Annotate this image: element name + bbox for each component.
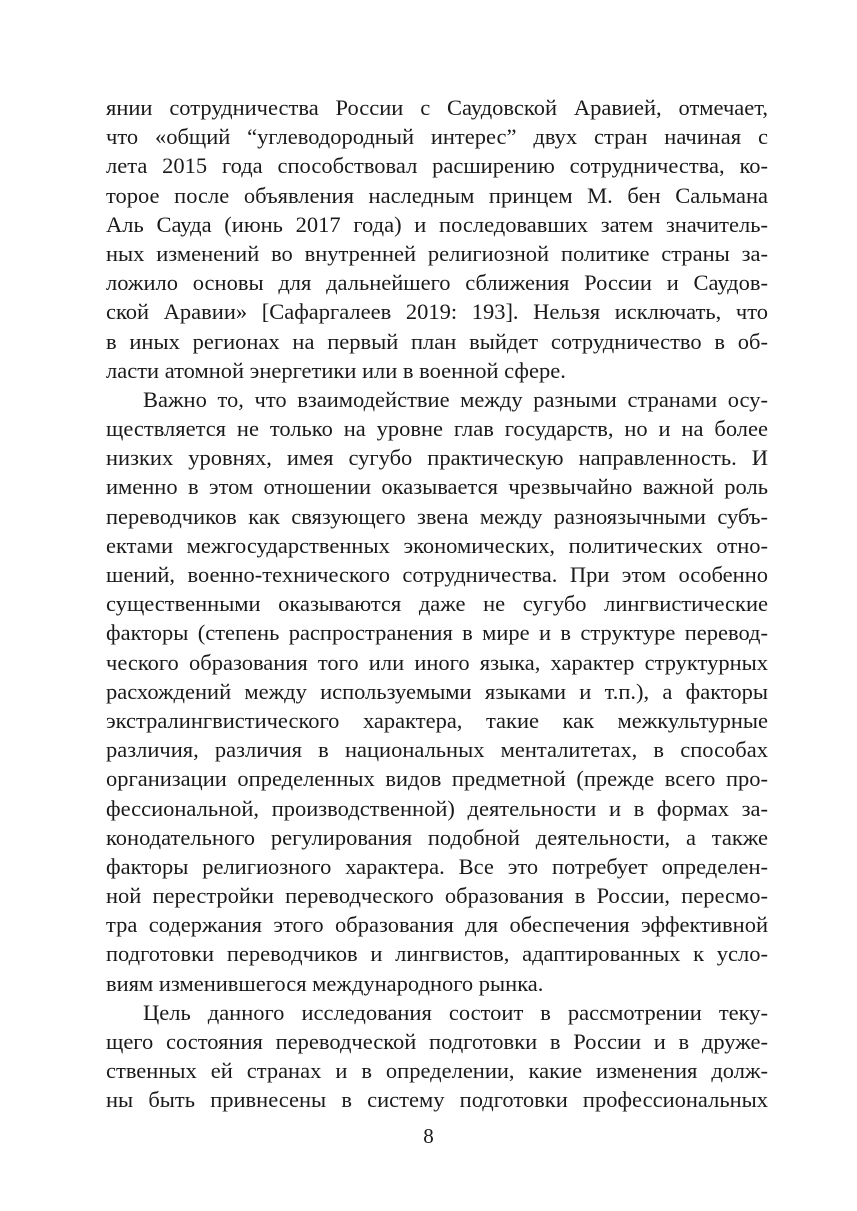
text-line: именно в этом отношении оказывается чрезвычайно важной роль [106, 474, 768, 500]
text-line: ческого образования того или иного языка, характер структурных [106, 649, 768, 675]
text-line: торое после объявления наследным принцем М. бен Сальмана [106, 182, 768, 208]
text-line: ложило основы для дальнейшего сближения России и Саудов- [106, 270, 768, 296]
text-line: факторы (степень распространения в мире и в структуре перевод- [106, 620, 768, 646]
text-line: ласти атомной энергетики или в военной сфере. [106, 357, 566, 383]
text-line: Важно то, что взаимодействие между разными странами осу- [143, 386, 768, 412]
text-line: янии сотрудничества России с Саудовской Аравией, отмечает, [106, 95, 768, 120]
text-line: ны быть привнесены в систему подготовки профессиональных [106, 1087, 768, 1113]
text-line: ской Аравии» [Сафаргалеев 2019: 193]. Нельзя исключать, что [106, 299, 768, 325]
paragraph-3 [106, 998, 768, 1115]
text-line: различия, различия в национальных менталитетах, в способах [106, 737, 768, 763]
text-line: ществляется не только на уровне глав государств, но и на более [106, 416, 768, 442]
text-line: ственных ей странах и в определении, какие изменения долж- [106, 1058, 768, 1084]
text-line: ектами межгосударственных экономических, политических отно- [106, 532, 768, 558]
text-line: виям изменившегося международного рынка. [106, 970, 544, 996]
text-line: низких уровнях, имея сугубо практическую направленность. И [106, 445, 768, 471]
text-line: переводчиков как связующего звена между разноязычными субъ- [106, 503, 768, 529]
page-number: 8 [423, 1124, 434, 1148]
paragraph-1 [106, 93, 768, 385]
text-line: существенными оказываются даже не сугубо лингвистические [106, 591, 768, 617]
text-line: расхождений между используемыми языками и т.п.), а факторы [106, 678, 768, 704]
paragraph-2 [106, 385, 768, 998]
text-line: в иных регионах на первый план выйдет сотрудничество в об- [106, 328, 768, 354]
text-line: конодательного регулирования подобной деятельности, а также [106, 824, 768, 850]
text-line: Цель данного исследования состоит в рассмотрении теку- [143, 999, 768, 1025]
text-line: фессиональной, производственной) деятельности и в формах за- [106, 795, 768, 821]
text-line: организации определенных видов предметной (прежде всего про- [106, 766, 768, 792]
text-line: щего состояния переводческой подготовки в России и в друже- [106, 1029, 768, 1054]
text-line: экстралингвистического характера, такие как межкультурные [106, 707, 768, 733]
text-line: подготовки переводчиков и лингвистов, адаптированных к усло- [106, 941, 768, 967]
text-line: факторы религиозного характера. Все это потребует определен- [106, 853, 768, 879]
text-line: шений, военно-технического сотрудничества. При этом особенно [106, 562, 768, 587]
text-line: Аль Сауда (июнь 2017 года) и последовавших затем значитель- [106, 211, 768, 237]
page-body [106, 93, 768, 1115]
text-line: что «общий “углеводородный интерес” двух стран начиная с [106, 124, 768, 150]
text-line: лета 2015 года способствовал расширению сотрудничества, ко- [106, 153, 768, 179]
text-line: тра содержания этого образования для обеспечения эффективной [106, 912, 768, 938]
text-line: ных изменений во внутренней религиозной политике страны за- [106, 240, 768, 266]
text-line: ной перестройки переводческого образования в России, пересмо- [106, 883, 768, 909]
